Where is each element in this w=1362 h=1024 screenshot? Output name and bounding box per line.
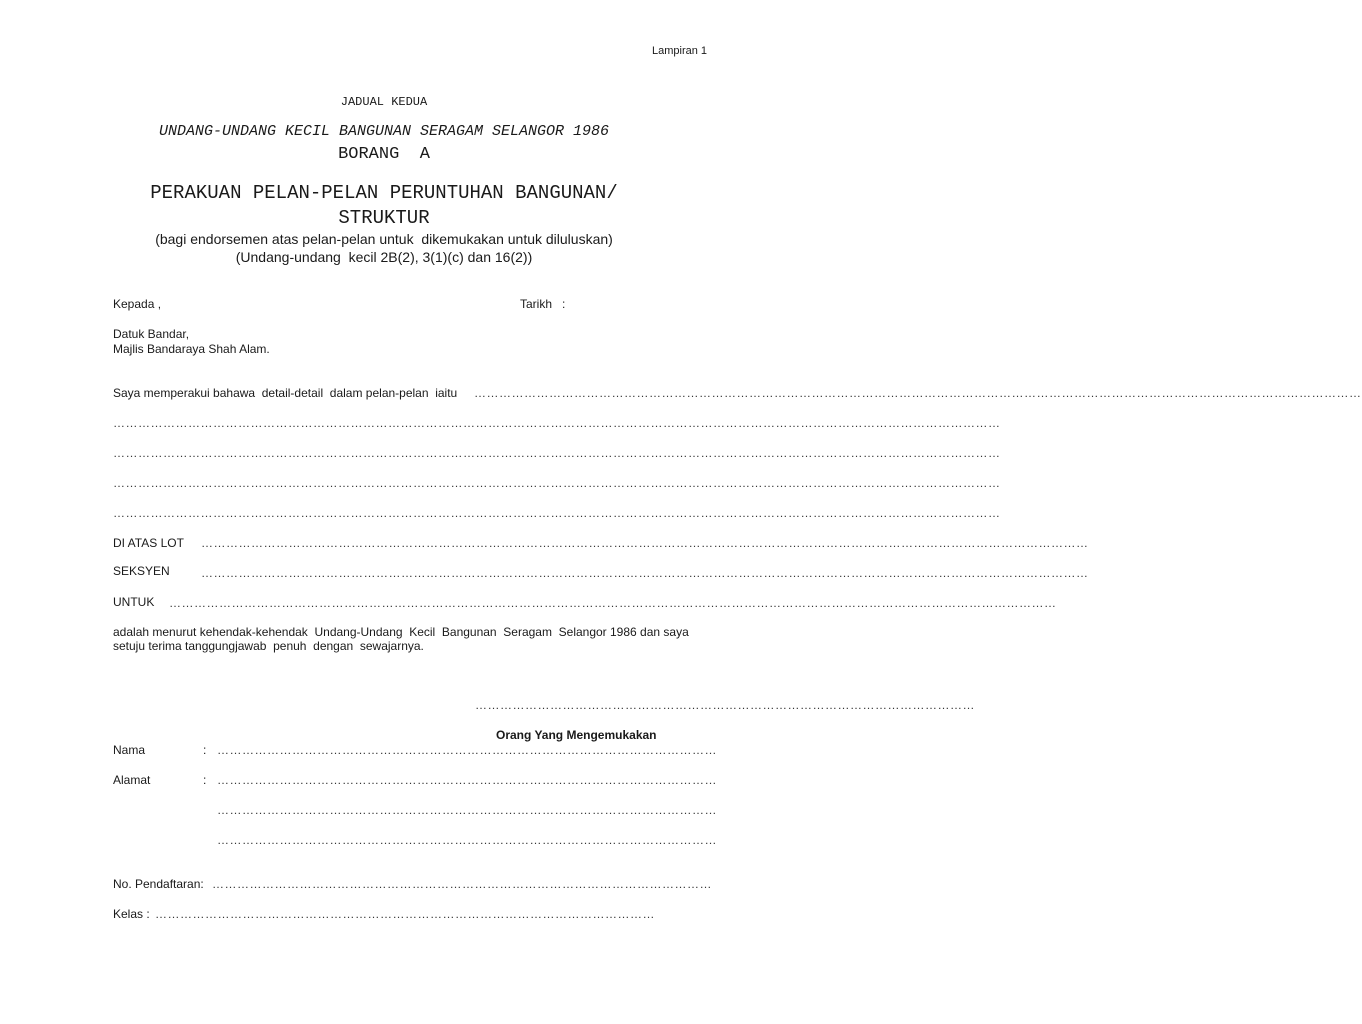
plan-details-field[interactable]: …………………………………………………………………………………………………………………………………………………………………………………………… xyxy=(474,386,1362,400)
declaration-line2: setuju terima tanggungjawab penuh dengan sewajarnya. xyxy=(113,639,424,653)
jadual-heading: JADUAL KEDUA xyxy=(340,95,428,109)
kelas-field[interactable]: ………………………………………………………………………………………………………… xyxy=(155,907,655,921)
no-pendaftaran-label: No. Pendaftaran: xyxy=(113,877,204,891)
statement-text: Saya memperakui bahawa detail-detail dalam pelan-pelan iaitu xyxy=(113,386,458,400)
addressee-line1: Datuk Bandar, xyxy=(113,327,190,341)
seksyen-label: SEKSYEN xyxy=(113,564,170,578)
plan-details-line-4[interactable]: …………………………………………………………………………………………………………………………………………………………………………………………… xyxy=(113,506,1001,520)
no-pendaftaran-field[interactable]: ………………………………………………………………………………………………………… xyxy=(212,877,712,891)
addressee-line2: Majlis Bandaraya Shah Alam. xyxy=(113,342,270,356)
nama-colon: : xyxy=(203,743,207,757)
plan-details-line-1[interactable]: …………………………………………………………………………………………………………………………………………………………………………………………… xyxy=(113,416,1001,430)
untuk-label: UNTUK xyxy=(113,595,155,609)
borang-title: BORANG A xyxy=(338,145,430,164)
alamat-field-line1[interactable]: ………………………………………………………………………………………………………… xyxy=(217,773,717,787)
nama-label: Nama xyxy=(113,743,146,757)
seksyen-field[interactable]: …………………………………………………………………………………………………………………………………………………………………………………………… xyxy=(201,566,1089,580)
diatas-lot-label: DI ATAS LOT xyxy=(113,536,184,550)
subtitle-endorsement: (bagi endorsemen atas pelan-pelan untuk dikemukakan untuk diluluskan) xyxy=(155,231,613,247)
nama-field[interactable]: ………………………………………………………………………………………………………… xyxy=(217,743,717,757)
kelas-label: Kelas : xyxy=(113,907,150,921)
plan-details-line-2[interactable]: …………………………………………………………………………………………………………………………………………………………………………………………… xyxy=(113,446,1001,460)
lampiran-label: Lampiran 1 xyxy=(652,45,708,57)
alamat-field-line2[interactable]: ………………………………………………………………………………………………………… xyxy=(217,803,717,817)
lot-field[interactable]: …………………………………………………………………………………………………………………………………………………………………………………………… xyxy=(201,536,1089,550)
alamat-field-line3[interactable]: ………………………………………………………………………………………………………… xyxy=(217,833,717,847)
declaration-line1: adalah menurut kehendak-kehendak Undang-Undang Kecil Bangunan Seragam Selangor 1986 dan saya xyxy=(113,625,689,639)
alamat-label: Alamat xyxy=(113,773,151,787)
subtitle-bylaw: (Undang-undang kecil 2B(2), 3(1)(c) dan 16(2)) xyxy=(235,249,533,265)
form-title-line2: STRUKTUR xyxy=(338,207,430,229)
tarikh-label: Tarikh : xyxy=(520,297,566,311)
plan-details-line-3[interactable]: …………………………………………………………………………………………………………………………………………………………………………………………… xyxy=(113,476,1001,490)
form-title-line1: PERAKUAN PELAN-PELAN PERUNTUHAN BANGUNAN/ xyxy=(150,182,618,204)
kepada-label: Kepada , xyxy=(113,297,162,311)
alamat-colon: : xyxy=(203,773,207,787)
untuk-field[interactable]: …………………………………………………………………………………………………………………………………………………………………………………………… xyxy=(169,596,1057,610)
signature-field[interactable]: ………………………………………………………………………………………………………… xyxy=(475,698,975,712)
signature-label: Orang Yang Mengemukakan xyxy=(496,728,657,742)
act-title: UNDANG-UNDANG KECIL BANGUNAN SERAGAM SELANGOR 1986 xyxy=(158,123,610,140)
